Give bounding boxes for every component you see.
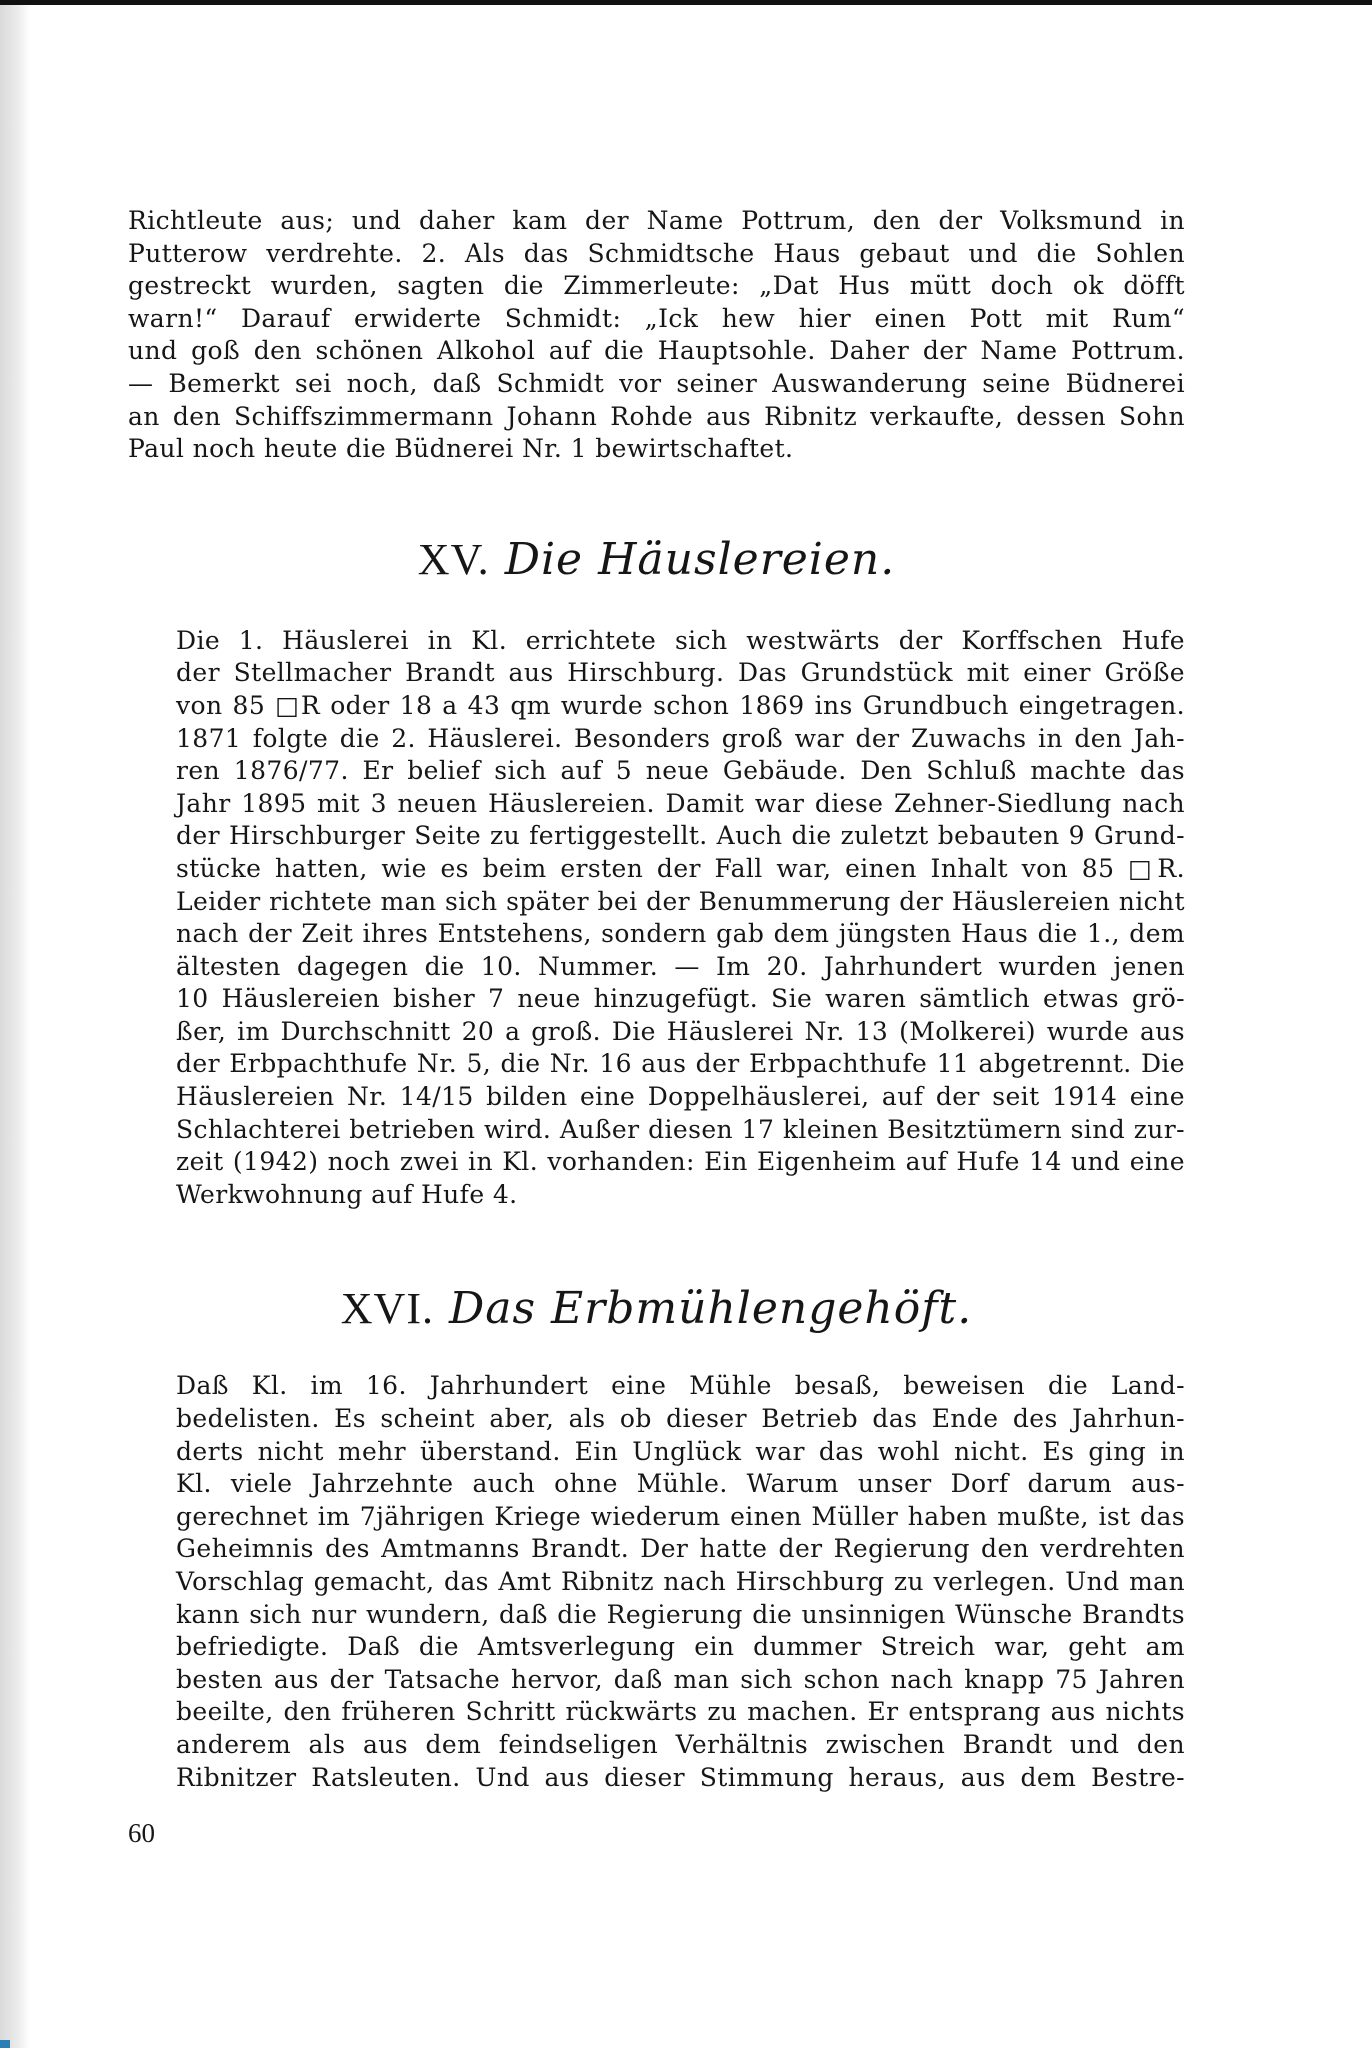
text-line: zeit (1942) noch zwei in Kl. vorhanden: Ein Eigenheim auf Hufe 14 und eine [176,1147,1185,1177]
section-xvi-paragraph [128,1370,1185,1794]
section-number: XV. [417,534,490,584]
text-line: anderem als aus dem feindseligen Verhältnis zwischen Brandt und den [176,1729,1185,1759]
text-line: Schlachterei betrieben wird. Außer diesen 17 kleinen Besitztümern sind zur- [176,1114,1185,1144]
text-line: Geheimnis des Amtmanns Brandt. Der hatte der Regierung den verdrehten [176,1534,1185,1564]
text-line: befriedigte. Daß die Amtsverlegung ein dummer Streich war, geht am [176,1632,1185,1662]
section-heading-xvi [128,1283,1185,1334]
text-line: gestreckt wurden, sagten die Zimmerleute: „Dat Hus mütt doch ok döfft [128,271,1185,301]
text-line: warn!“ Darauf erwiderte Schmidt: „Ick hew hier einen Pott mit Rum“ [128,303,1185,333]
text-line: Putterow verdrehte. 2. Als das Schmidtsche Haus gebaut und die Sohlen [128,238,1185,268]
text-line: der Erbpachthufe Nr. 5, die Nr. 16 aus der Erbpachthufe 11 abgetrennt. Die [176,1049,1185,1079]
intro-paragraph [128,205,1185,466]
text-line: Die 1. Häuslerei in Kl. errichtete sich westwärts der Korffschen Hufe [176,625,1185,655]
text-line: und goß den schönen Alkohol auf die Hauptsohle. Daher der Name Pottrum. [128,336,1185,366]
text-line: besten aus der Tatsache hervor, daß man sich schon nach knapp 75 Jahren [176,1664,1185,1694]
text-line: Kl. viele Jahrzehnte auch ohne Mühle. Warum unser Dorf darum aus- [176,1469,1185,1499]
section-heading-xv [128,534,1185,585]
text-line: ältesten dagegen die 10. Nummer. — Im 20. Jahrhundert wurden jenen [176,951,1185,981]
text-line: an den Schiffszimmermann Johann Rohde aus Ribnitz verkaufte, dessen Sohn [128,401,1185,431]
scan-page-edge [0,5,30,2048]
section-title: Das Erbmühlengehöft. [448,1283,973,1335]
text-line: ren 1876/77. Er belief sich auf 5 neue Gebäude. Den Schluß machte das [176,756,1185,786]
text-line: derts nicht mehr überstand. Ein Unglück war das wohl nicht. Es ging in [176,1436,1185,1466]
scan-corner-mark [0,2040,10,2048]
text-line: — Bemerkt sei noch, daß Schmidt vor seiner Auswanderung seine Büdnerei [128,368,1185,398]
text-line: Paul noch heute die Büdnerei Nr. 1 bewirtschaftet. [128,434,794,464]
text-line: Vorschlag gemacht, das Amt Ribnitz nach Hirschburg zu verlegen. Und man [176,1567,1185,1596]
text-line: nach der Zeit ihres Entstehens, sondern gab dem jüngsten Haus die 1., dem [176,919,1185,949]
section-number: XVI. [340,1284,434,1334]
text-line: Jahr 1895 mit 3 neuen Häuslereien. Damit war diese Zehner-Siedlung nach [176,788,1185,818]
text-line: 1871 folgte die 2. Häuslerei. Besonders groß war der Zuwachs in den Jah- [176,723,1185,753]
text-line: ßer, im Durchschnitt 20 a groß. Die Häuslerei Nr. 13 (Molkerei) wurde aus [176,1016,1185,1046]
text-line: 10 Häuslereien bisher 7 neue hinzugefügt. Sie waren sämtlich etwas grö- [176,984,1185,1014]
text-line: beeilte, den früheren Schritt rückwärts zu machen. Er entsprang aus nichts [176,1697,1185,1727]
text-line: der Hirschburger Seite zu fertiggestellt. Auch die zuletzt bebauten 9 Grund- [176,821,1185,851]
text-line: Richtleute aus; und daher kam der Name Pottrum, den der Volksmund in [128,206,1185,235]
text-line: bedelisten. Es scheint aber, als ob dieser Betrieb das Ende des Jahrhun- [176,1404,1185,1434]
text-line: stücke hatten, wie es beim ersten der Fall war, einen Inhalt von 85 □R. [176,853,1185,883]
text-line: Häuslereien Nr. 14/15 bilden eine Doppelhäuslerei, auf der seit 1914 eine [176,1082,1185,1112]
text-line: kann sich nur wundern, daß die Regierung die unsinnigen Wünsche Brandts [176,1599,1185,1629]
text-line: der Stellmacher Brandt aus Hirschburg. Das Grundstück mit einer Größe [176,658,1185,688]
text-line: Daß Kl. im 16. Jahrhundert eine Mühle besaß, beweisen die Land- [176,1371,1185,1401]
page-number: 60 [128,1818,155,1848]
text-line: gerechnet im 7jährigen Kriege wiederum einen Müller haben mußte, ist das [176,1501,1185,1531]
scan-top-border [0,0,1372,5]
text-line: Ribnitzer Ratsleuten. Und aus dieser Stimmung heraus, aus dem Bestre- [176,1762,1185,1792]
book-page [128,205,1185,1794]
section-title: Die Häuslereien. [504,533,896,585]
text-line: Werkwohnung auf Hufe 4. [176,1179,518,1209]
text-line: Leider richtete man sich später bei der Benummerung der Häuslereien nicht [176,886,1185,916]
text-line: von 85 □R oder 18 a 43 qm wurde schon 1869 ins Grundbuch eingetragen. [176,690,1185,720]
section-xv-paragraph [128,625,1185,1212]
